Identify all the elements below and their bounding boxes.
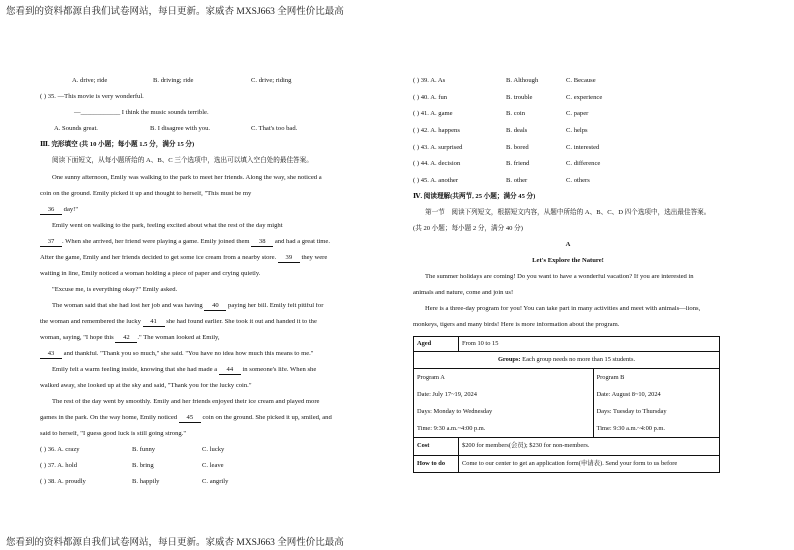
groups-cell: Groups: Each group needs no more than 15 students. — [414, 352, 720, 369]
question-stem: ( ) 36. A. crazy — [40, 446, 80, 453]
cost-value: $200 for members(会员); $230 for non-members. — [459, 438, 720, 456]
para6-line1: The rest of the day went by smoothly. Emily and her friends enjoyed their ice cream and played more — [52, 399, 320, 405]
blank-44[interactable]: 44 — [219, 367, 241, 375]
question-36 — [40, 447, 395, 458]
option-c: C. difference — [566, 160, 601, 168]
section4-instructions-1: 第一节 阅读下列短文，根据短文内容，从题中所给的 A、B、C、D 四个选项中，选出最佳答案。 — [425, 209, 711, 217]
para2-line4: waiting in line, Emily noticed a woman holding a piece of paper and crying quietly. — [40, 271, 261, 277]
question-stem: ( ) 41. A. game — [413, 110, 453, 118]
how-value: Come to our center to get an application form(申请表). Send your form to us before — [459, 456, 720, 473]
option-c: C. helps — [566, 127, 588, 135]
option-c: C. experience — [566, 93, 603, 101]
question-stem: ( ) 42. A. happens — [413, 127, 460, 135]
option-b: B. other — [506, 177, 528, 185]
question-42 — [413, 128, 723, 139]
question-45 — [413, 178, 723, 189]
question-41 — [413, 111, 723, 122]
question-stem: ( ) 39. A. As — [413, 77, 446, 84]
para1-line3: 36 day!" — [40, 207, 395, 218]
how-label: How to do — [414, 456, 459, 473]
option-c: C. others — [566, 177, 590, 185]
cost-label: Cost — [414, 438, 459, 456]
option-c: C. Because — [566, 77, 596, 84]
question-stem: ( ) 37. A. hold — [40, 462, 77, 469]
q35-options — [40, 126, 395, 137]
section3-instructions: 阅读下面短文，从每小题所给的 A、B、C 三个选项中，选出可以填入空白处的最佳答案。 — [52, 157, 313, 164]
blank-43[interactable]: 43 — [40, 351, 62, 359]
passage-para1-line2: animals and nature, come and join us! — [413, 290, 514, 297]
para4-line4: 43 and thankful. "Thank you so much," she said. "You have no idea how much this means to me." — [40, 351, 395, 362]
para2-line3: After the game, Emily and her friends decided to get some ice cream from a nearby store. 39 they were — [40, 255, 328, 261]
para1-line2: coin on the ground. Emily picked it up and thought to herself, "This must be my — [40, 191, 252, 197]
option-b: B. deals — [506, 127, 528, 135]
question-stem: ( ) 40. A. fun — [413, 93, 448, 101]
passage-para1-line1: The summer holidays are coming! Do you want to have a wonderful vacation? If you are interested in — [425, 274, 694, 281]
option-b: B. friend — [506, 160, 530, 168]
blank-40[interactable]: 40 — [204, 303, 226, 311]
option-c: C. leave — [202, 462, 224, 469]
blank-42[interactable]: 42 — [115, 335, 137, 343]
q35-dialog: —____________ I think the music sounds terrible. — [74, 109, 209, 116]
para3: "Excuse me, is everything okay?" Emily asked. — [52, 287, 178, 293]
q34-options — [40, 78, 395, 89]
option-b: B. I disagree with you. — [150, 125, 211, 132]
passage-letter: A — [565, 241, 571, 249]
option-b: B. driving; ride — [153, 77, 194, 84]
program-b-cell: Program B Date: August 8~10, 2024 Days: Tuesday to Thursday Time: 9:30 a.m.~4:00 p.m. — [593, 369, 719, 438]
question-37 — [40, 463, 395, 474]
option-a: A. Sounds great. — [54, 125, 98, 132]
right-column — [413, 78, 723, 473]
option-c: C. angrily — [202, 478, 229, 485]
para6-line3: said to herself, "I guess good luck is still going strong." — [40, 431, 187, 437]
option-b: B. funny — [132, 446, 156, 453]
option-a: A. drive; ride — [72, 77, 108, 84]
question-43 — [413, 145, 723, 156]
table-row-how — [414, 456, 720, 473]
aged-label: Aged — [414, 337, 459, 352]
q35-stem: ( ) 35. —This movie is very wonderful. — [40, 93, 144, 100]
question-40 — [413, 95, 723, 106]
section4-title: Ⅳ. 阅读理解(共两节, 25 小题；满分 45 分) — [413, 193, 536, 201]
option-c: C. drive; riding — [251, 77, 292, 84]
option-b: B. happily — [132, 478, 160, 485]
section3-title: Ⅲ. 完形填空 (共 10 小题；每小题 1.5 分，满分 15 分) — [40, 141, 195, 148]
table-row-groups — [414, 352, 720, 369]
option-c: C. lucky — [202, 446, 225, 453]
para1-line1: One sunny afternoon, Emily was walking to the park to meet her friends. Along the way, she noticed a — [52, 175, 322, 181]
question-44 — [413, 161, 723, 172]
blank-37[interactable]: 37 — [40, 239, 62, 247]
para4-line2: the woman and remembered the lucky 41 she had found earlier. She took it out and handed it to the — [40, 319, 317, 325]
left-column — [40, 78, 395, 490]
blank-38[interactable]: 38 — [251, 239, 273, 247]
blank-41[interactable]: 41 — [143, 319, 165, 327]
watermark-top: 您看到的资料都源自我们试卷网站，每日更新。家威杏 MXSJ663 全网性价比最高 — [6, 7, 344, 17]
option-c: C. interested — [566, 143, 600, 151]
program-table — [413, 336, 720, 473]
para4-line3: woman, saying, "I hope this 42 ." The woman looked at Emily, — [40, 335, 220, 341]
section4-instructions-2: (共 20 小题；每小题 2 分，满分 40 分) — [413, 225, 523, 233]
option-c: C. That's too bad. — [251, 125, 298, 132]
para2-line1: Emily went on walking to the park, feeling excited about what the rest of the day might — [52, 223, 283, 229]
passage-para2-line2: monkeys, tigers and many birds! Here is more information about the program. — [413, 322, 620, 329]
question-38 — [40, 479, 395, 490]
para5-line2: walked away, she looked up at the sky and said, "Thank you for the lucky coin." — [40, 383, 252, 389]
option-b: B. coin — [506, 110, 526, 118]
program-a-cell: Program A Date: July 17~19, 2024 Days: Monday to Wednesday Time: 9:30 a.m.~4:00 p.m. — [414, 369, 594, 438]
para4-line1: The woman said that she had lost her job and was having 40 paying her bill. Emily felt pitiful for — [52, 303, 324, 309]
passage-para2-line1: Here is a three-day program for you! You can take part in many activities and meet with animals—lions, — [425, 306, 701, 313]
question-stem: ( ) 43. A. surprised — [413, 143, 463, 151]
blank-45[interactable]: 45 — [179, 415, 201, 423]
table-row-programs — [414, 369, 720, 438]
option-c: C. paper — [566, 110, 589, 118]
question-stem: ( ) 45. A. another — [413, 177, 459, 185]
blank-39[interactable]: 39 — [278, 255, 300, 263]
para5-line1: Emily felt a warm feeling inside, knowing that she had made a 44 in someone's life. When she — [52, 367, 317, 373]
option-b: B. trouble — [506, 93, 533, 101]
blank-36[interactable]: 36 — [40, 207, 62, 215]
question-39 — [413, 78, 723, 89]
table-row-aged — [414, 337, 720, 352]
para2-line2: 37 . When she arrived, her friend were playing a game. Emily joined them 38 and had a great time. — [40, 239, 395, 250]
question-stem: ( ) 44. A. decision — [413, 160, 461, 168]
aged-value: From 10 to 15 — [459, 337, 720, 352]
passage-title: Let's Explore the Nature! — [532, 257, 604, 265]
option-b: B. bring — [132, 462, 154, 469]
watermark-bottom: 您看到的资料都源自我们试卷网站，每日更新。家威杏 MXSJ663 全网性价比最高 — [6, 538, 344, 548]
table-row-cost — [414, 438, 720, 456]
option-b: B. Although — [506, 77, 539, 84]
question-stem: ( ) 38. A. proudly — [40, 478, 86, 485]
para6-line2: games in the park. On the way home, Emily noticed 45 coin on the ground. She picked it up, smiled, and — [40, 415, 332, 421]
option-b: B. bored — [506, 143, 529, 151]
